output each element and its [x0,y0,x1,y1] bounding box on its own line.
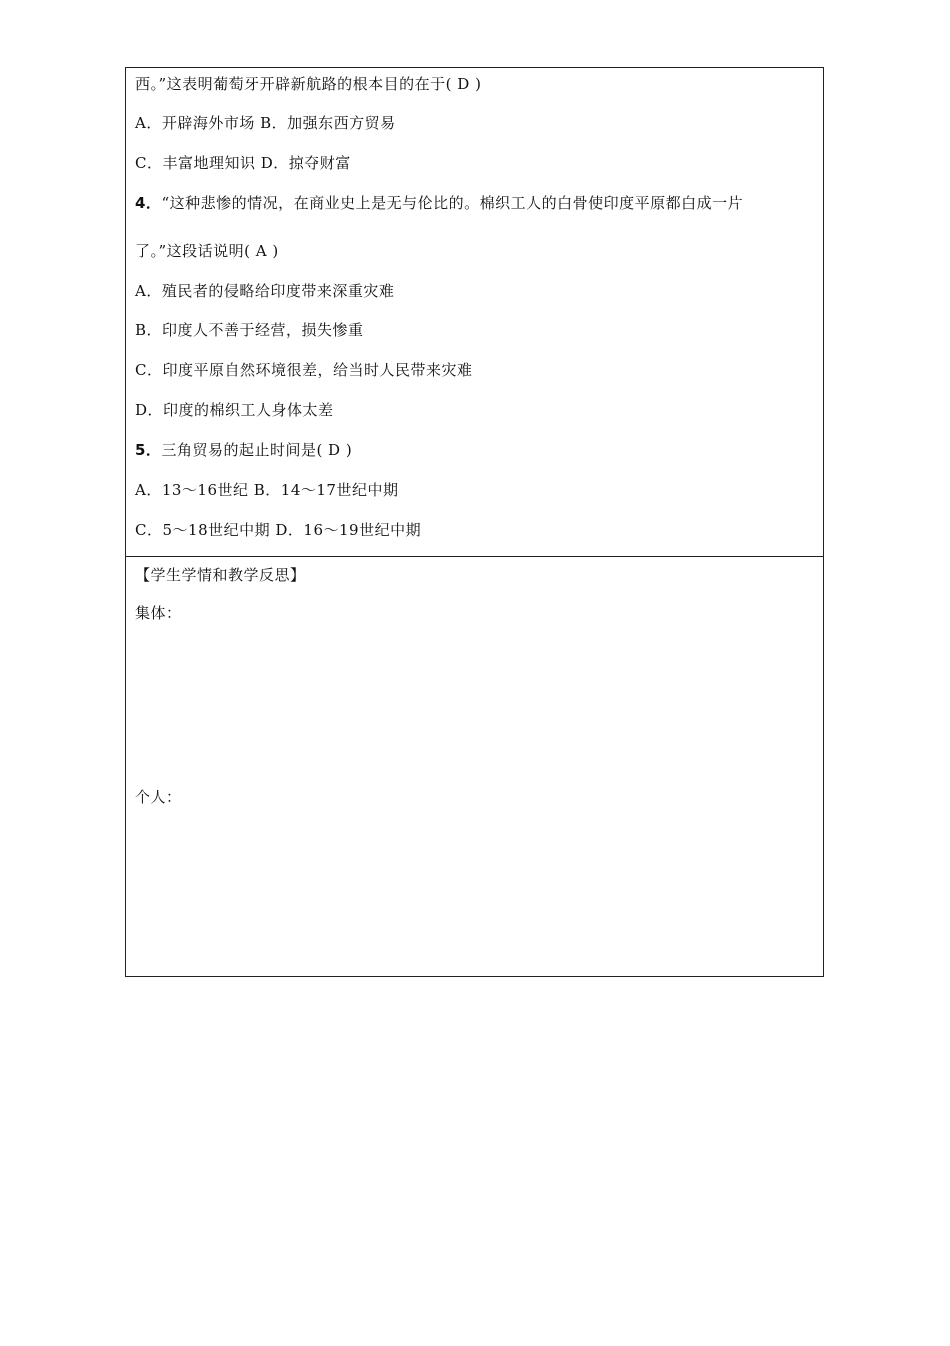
q5-options-ab: A．13～16世纪 B．14～17世纪中期 [135,481,399,499]
q4-number: 4． [135,194,162,212]
q5-stem-text: 三角贸易的起止时间是( D ) [161,441,353,459]
q3-options-cd: C．丰富地理知识 D．掠夺财富 [135,154,351,172]
q4-stem-line-1 [135,193,743,213]
lesson-table [125,67,824,977]
q4-option-d: D．印度的棉织工人身体太差 [135,401,334,419]
q4-option-a: A．殖民者的侵略给印度带来深重灾难 [135,282,395,300]
personal-label: 个人： [135,788,182,806]
q4-stem-text: “这种悲惨的情况，在商业史上是无与伦比的。棉织工人的白骨使印度平原都白成一片 [161,194,744,212]
q5-number: 5． [135,441,162,459]
q4-option-c: C．印度平原自然环境很差，给当时人民带来灾难 [135,361,473,379]
cell-divider [126,556,823,557]
collective-label: 集体： [135,604,182,622]
reflection-heading: 【学生学情和教学反思】 [135,566,306,584]
q3-stem-end: 西。”这表明葡萄牙开辟新航路的根本目的在于( D ) [135,75,482,93]
q4-stem-line-2: 了。”这段话说明( A ) [135,242,279,260]
q5-options-cd: C．5～18世纪中期 D．16～19世纪中期 [135,521,422,539]
q3-options-ab: A．开辟海外市场 B．加强东西方贸易 [135,114,396,132]
q4-option-b: B．印度人不善于经营，损失惨重 [135,321,364,339]
q5-stem [135,440,352,460]
